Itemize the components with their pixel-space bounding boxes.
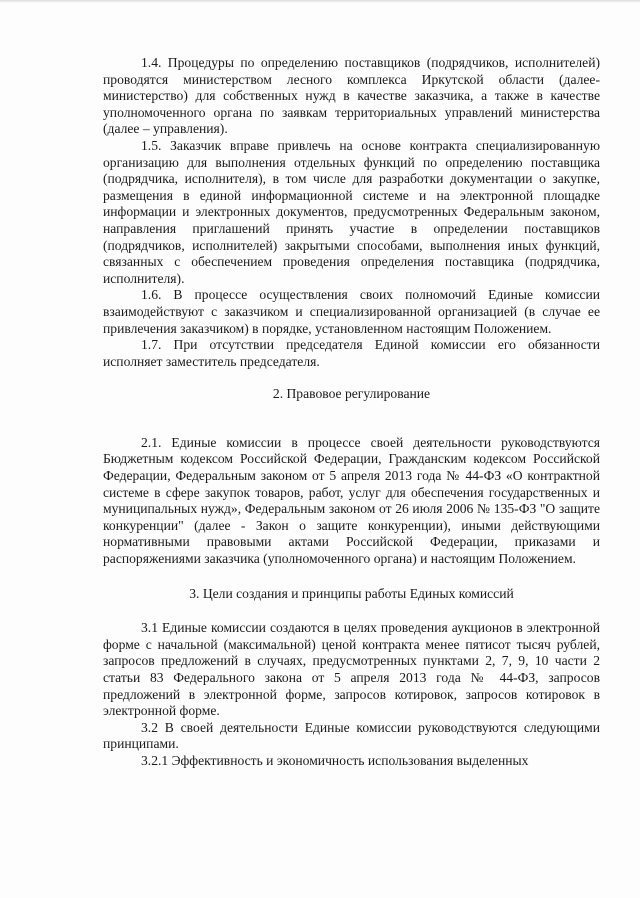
paragraph-1-4: 1.4. Процедуры по определению поставщиков (подрядчиков, исполнителей) проводятся министерством лесного комплекса Иркутской области (далее-министерство) для собственных нужд в качестве заказчика, а также в качестве уполномоченного органа по заявкам территориальных управлений министерства (далее – управления).	[103, 55, 600, 137]
paragraph-2-1: 2.1. Единые комиссии в процессе своей деятельности руководствуются Бюджетным кодексом Российской Федерации, Гражданским кодексом Российской Федерации, Федеральным законом от 5 апреля 2013 года № 44-ФЗ «О контрактной системе в сфере закупок товаров, работ, услуг для обеспечения государственных и муниципальных нужд», Федеральным законом от 26 июля 2006 № 135-ФЗ "О защите конкуренции" (далее - Закон о защите конкуренции), иными действующими нормативными правовыми актами Российской Федерации, приказами и распоряжениями заказчика (уполномоченного органа) и настоящим Положением.	[103, 434, 600, 567]
section-2-heading: 2. Правовое регулирование	[272, 386, 431, 402]
section-3-heading: 3. Цели создания и принципы работы Единых комиссий	[189, 585, 514, 601]
paragraph-1-6: 1.6. В процессе осуществления своих полномочий Единые комиссии взаимодействуют с заказчиком и специализированной организацией (в случае ее привлечения заказчиком) в порядке, установленном настоящим Положением.	[103, 287, 600, 336]
document-body	[103, 55, 600, 770]
paragraph-3-2: 3.2 В своей деятельности Единые комиссии руководствуются следующими принципами.	[103, 719, 600, 752]
paragraph-3-1: 3.1 Единые комиссии создаются в целях проведения аукционов в электронной форме с начальной (максимальной) ценой контракта менее пятисот тысяч рублей, запросов предложений в случаях, предусмотренных пунктами 2, 7, 9, 10 части 2 статьи 83 Федерального закона от 5 апреля 2013 года № 44-ФЗ, запросов предложений в электронной форме, запросов котировок, запросов котировок в электронной форме.	[103, 620, 600, 719]
paragraph-3-2-1: 3.2.1 Эффективность и экономичность использования выделенных	[141, 752, 529, 768]
scan-edge	[0, 0, 640, 3]
paragraph-1-5: 1.5. Заказчик вправе привлечь на основе контракта специализированную организацию для выполнения отдельных функций по определению поставщика (подрядчика, исполнителя), в том числе для разработки документации о закупке, размещения в единой информационной системе и на электронной площадке информации и электронных документов, предусмотренных Федеральным законом, направления приглашений принять участие в определении поставщиков (подрядчиков, исполнителей) закрытыми способами, выполнения иных функций, связанных с обеспечением проведения определения поставщика (подрядчика, исполнителя).	[103, 137, 600, 286]
paragraph-1-7: 1.7. При отсутствии председателя Единой комиссии его обязанности исполняет заместитель председателя.	[103, 337, 600, 369]
